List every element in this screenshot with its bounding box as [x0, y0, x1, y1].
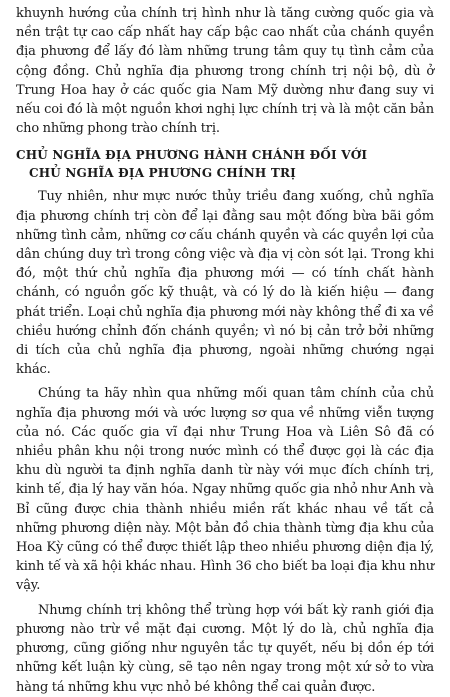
spacer	[16, 138, 434, 146]
section-heading	[16, 146, 434, 182]
paragraph: Chúng ta hãy nhìn qua những mối quan tâm chính của chủ nghĩa địa phương mới và ước lượng sơ qua về những viễn tượng của nó. Các quốc gia vĩ đại như Trung Hoa và Liên Sô đã có nhiều phân khu nội trong nước mình có thể được gọi là các địa khu dù người ta định nghĩa danh từ này với mục đích chính trị, kinh tế, địa lý hay văn hóa. Ngay những quốc gia nhỏ như Anh và Bỉ cũng được chia thành nhiều miền rất khác nhau về tất cả những phương diện này. Một bản đồ chia thành từng địa khu của Hoa Kỳ cũng có thể được thiết lập theo nhiều phương diện địa lý, kinh tế và xã hội khác nhau. Hình 36 cho biết ba loại địa khu như vậy.	[16, 386, 434, 594]
paragraph: Tuy nhiên, như mực nước thủy triều đang xuống, chủ nghĩa địa phương chính trị còn để lại đằng sau một đống bừa bãi gồm những tình cảm, những cơ cấu chánh quyền và các quyền lợi của dân chúng duy trì trong công việc và địa vị còn sót lại. Trong khi đó, một thứ chủ nghĩa địa phương mới — có tính chất hành chánh, có nguồn gốc kỹ thuật, và có lý do là kiến hiệu — đang phát triển. Loại chủ nghĩa địa phương mới này không thể đi xa về chiều hướng chỉnh đốn chánh quyền; vì nó bị cản trở bởi những di tích của chủ nghĩa địa phương, ngoài những chướng ngại khác.	[16, 189, 434, 378]
section-heading-line-1: CHỦ NGHĨA ĐỊA PHƯƠNG HÀNH CHÁNH ĐỐI VỚI	[16, 148, 368, 163]
section-heading-line-2: CHỦ NGHĨA ĐỊA PHƯƠNG CHÍNH TRỊ	[29, 166, 296, 181]
paragraph: Nhưng chính trị không thể trùng hợp với bất kỳ ranh giới địa phương nào trừ về mặt đại cương. Một lý do là, chủ nghĩa địa phương, cũng giống như nguyên tắc tự quyết, nếu bị dồn ép tới những kết luận kỳ cùng, sẽ tạo nên ngay trong một xứ sở to vừa hàng tá những khu vực nhỏ bé không thể cai quản được.	[16, 602, 434, 695]
paragraph-continuation: khuynh hướng của chính trị hình như là tăng cường quốc gia và nền trật tự cao cấp nhất hay cấp bậc cao nhất của chánh quyền địa phương để lấy đó làm những trung tâm quy tụ tình cảm của cộng đồng. Chủ nghĩa địa phương trong chính trị nội bộ, dù ở Trung Hoa hay ở các quốc gia Nam Mỹ dường như đang suy vi nếu coi đó là một nguồn khơi nghị lực chính trị và là một căn bản cho những phong trào chính trị.	[16, 6, 434, 137]
